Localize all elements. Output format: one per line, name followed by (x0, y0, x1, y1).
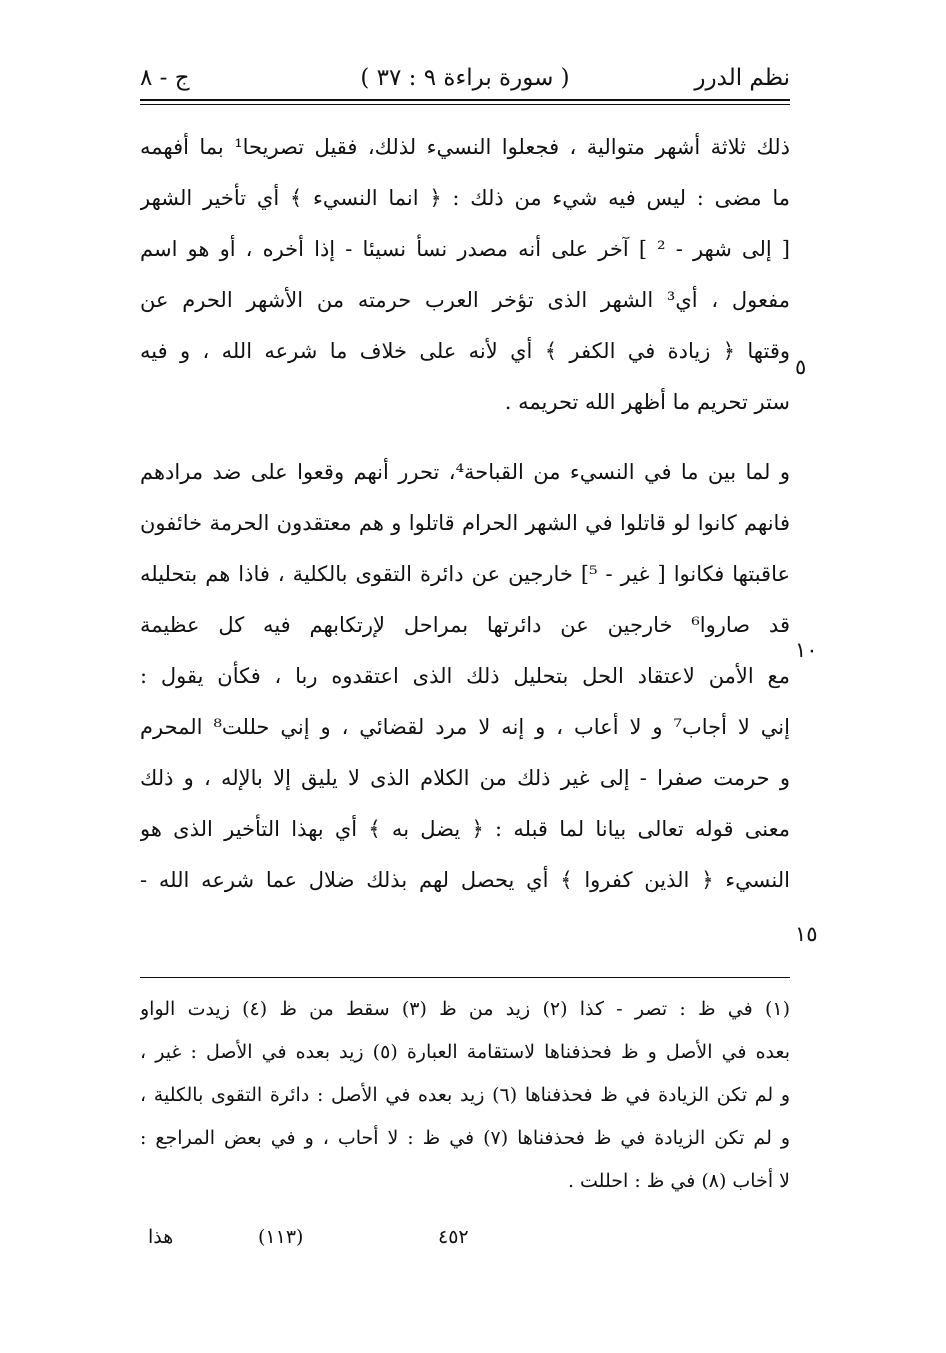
header-volume: ج - ٨ (140, 65, 190, 91)
text-line: إني لا أجاب⁷ و لا أعاب ، و إنه لا مرد لقضائي ، و إني حللت⁸ المحرم (140, 715, 790, 739)
text-line: مفعول ، أي³ الشهر الذى تؤخر العرب حرمته من الأشهر الحرم عن (140, 288, 790, 312)
main-text (140, 122, 790, 906)
footnote-line: و لم تكن الزيادة في ظ فحذفناها (٦) زيد بعده في الأصل : دائرة التقوى بالكلية ، (140, 1084, 790, 1106)
text-line: النسيء ﴿ الذين كفروا ﴾ أي يحصل لهم بذلك ضلال عما شرعه الله - (140, 868, 790, 892)
footnote-line: لا أخاب (٨) في ظ : احللت . (567, 1170, 790, 1192)
footnote-line: (١) في ظ : تصر - كذا (٢) زيد من ظ (٣) سقط من ظ (٤) زيدت الواو (140, 998, 790, 1020)
sheet-number: (١١٣) (258, 1226, 304, 1248)
text-line: ما مضى : ليس فيه شيء من ذلك : ﴿ انما النسيء ﴾ أي تأخير الشهر (140, 186, 790, 210)
footnote-line: و لم تكن الزيادة في ظ فحذفناها (٧) في ظ : لا أحاب ، و في بعض المراجع : (140, 1127, 790, 1149)
text-line: و لما بين ما في النسيء من القباحة⁴، تحرر أنهم وقعوا على ضد مرادهم (140, 460, 790, 484)
text-line: قد صاروا⁶ خارجين عن دائرتها بمراحل لإرتكابهم فيه كل عظيمة (140, 613, 790, 637)
line-number-5: ٥ (795, 355, 807, 379)
header-rule (140, 99, 790, 101)
running-header (140, 58, 790, 98)
line-number-10: ١٠ (795, 638, 818, 662)
header-rule-thin (140, 104, 790, 105)
header-surah-reference: ( سورة براءة ٩ : ٣٧ ) (360, 65, 570, 91)
text-line: فانهم كانوا لو قاتلوا في الشهر الحرام قاتلوا و هم معتقدون الحرمة خائفون (140, 511, 790, 535)
text-line: مع الأمن لاعتقاد الحل بتحليل ذلك الذى اعتقدوه ربا ، فكأن يقول : (140, 664, 790, 688)
header-book-title: نظم الدرر (694, 65, 790, 91)
footnote-rule (140, 977, 790, 978)
text-line: و حرمت صفرا - إلى غير ذلك من الكلام الذى لا يليق إلا بالإله ، و ذلك (140, 766, 790, 790)
text-line: وقتها ﴿ زيادة في الكفر ﴾ أي لأنه على خلاف ما شرعه الله ، و فيه (140, 339, 790, 363)
line-number-15: ١٥ (795, 922, 818, 946)
footnote-line: بعده في الأصل و ظ فحذفناها لاستقامة العبارة (٥) زيد بعده في الأصل : غير ، (140, 1041, 790, 1063)
text-line: ذلك ثلاثة أشهر متوالية ، فجعلوا النسيء لذلك، فقيل تصريحا¹ بما أفهمه (140, 135, 790, 159)
page-number: ٤٥٢ (438, 1226, 469, 1248)
text-line: [ إلى شهر - ² ] آخر على أنه مصدر نسأ نسيئا - إذا أخره ، أو هو اسم (140, 237, 790, 261)
text-line: عاقبتها فكانوا [ غير - ⁵] خارجين عن دائرة التقوى بالكلية ، فاذا هم بتحليله (140, 562, 790, 586)
footnotes (140, 988, 790, 1203)
text-line: معنى قوله تعالى بيانا لما قبله : ﴿ يضل به ﴾ أي بهذا التأخير الذى هو (140, 817, 790, 841)
text-line: ستر تحريم ما أظهر الله تحريمه . (504, 390, 790, 414)
catchword: هذا (148, 1226, 174, 1248)
